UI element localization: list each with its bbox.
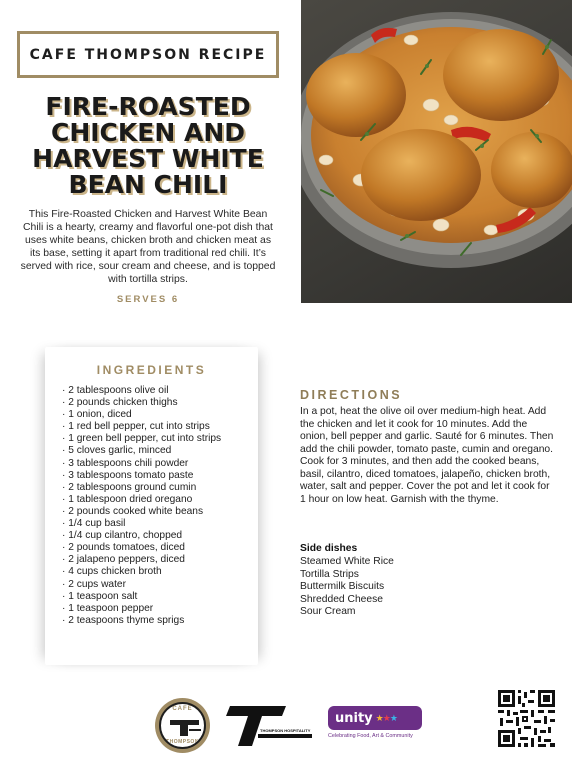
- unity-wordmark: unity: [335, 710, 373, 726]
- side-dish-item: Sour Cream: [300, 606, 356, 618]
- side-dishes-heading: Side dishes: [300, 543, 358, 554]
- ingredient-item: · 2 tablespoons ground cumin: [62, 482, 221, 494]
- recipe-header-box: [17, 31, 279, 78]
- side-dishes-list: [300, 556, 394, 619]
- ingredient-item: · 1/4 cup basil: [62, 518, 221, 530]
- ingredients-heading: INGREDIENTS: [96, 363, 207, 377]
- ingredient-item: · 1 red bell pepper, cut into strips: [62, 421, 221, 433]
- ingredient-item: · 3 tablespoons tomato paste: [62, 470, 221, 482]
- side-dish-item: Tortilla Strips: [300, 568, 359, 580]
- unity-tagline: Celebrating Food, Art & Community: [328, 733, 413, 739]
- ingredient-item: · 1 tablespoon dried oregano: [62, 494, 221, 506]
- serves-label: SERVES 6: [116, 294, 180, 305]
- thompson-hospitality-text: THOMPSON HOSPITALITY: [260, 728, 311, 733]
- ingredient-item: · 5 cloves garlic, minced: [62, 445, 221, 457]
- ingredients-card: [45, 347, 258, 665]
- chili-pan-illustration: [301, 0, 572, 303]
- ingredient-item: · 1/4 cup cilantro, chopped: [62, 530, 221, 542]
- ingredients-list: [62, 385, 221, 627]
- ingredient-item: · 1 green bell pepper, cut into strips: [62, 433, 221, 445]
- ingredient-item: · 2 pounds cooked white beans: [62, 506, 221, 518]
- thompson-hospitality-logo: [226, 704, 312, 748]
- recipe-header-label: CAFE THOMPSON RECIPE: [29, 46, 267, 63]
- directions-heading: DIRECTIONS: [300, 388, 403, 402]
- ingredient-item: · 4 cups chicken broth: [62, 566, 221, 578]
- unity-logo: [328, 706, 422, 746]
- ingredient-item: · 2 teaspoons thyme sprigs: [62, 615, 221, 627]
- ingredient-item: · 1 teaspoon pepper: [62, 603, 221, 615]
- ingredient-item: · 2 pounds chicken thighs: [62, 397, 221, 409]
- ingredient-item: · 1 teaspoon salt: [62, 591, 221, 603]
- side-dish-item: Steamed White Rice: [300, 556, 394, 567]
- cafe-logo-bottom-text: THOMPSON: [166, 739, 199, 745]
- recipe-title: FIRE-ROASTED CHICKEN AND HARVEST WHITE BEAN CHILI: [32, 92, 264, 199]
- qr-code-icon: [498, 690, 555, 747]
- cafe-logo-top-text: CAFE: [172, 706, 193, 712]
- recipe-intro: This Fire-Roasted Chicken and Harvest White Bean Chili is a hearty, creamy and flavorful one-pot dish that uses white beans, chicken broth and chicken meat as its base, setting it apart from traditional red chili. It’s served with rice, sour cream and cheese, and is topped with tortilla strips.: [20, 209, 276, 285]
- ingredient-item: · 2 tablespoons olive oil: [62, 385, 221, 397]
- chili-dish-photo: [301, 0, 572, 303]
- thompson-hospitality-t-icon: [226, 704, 312, 748]
- ingredient-item: · 2 pounds tomatoes, diced: [62, 542, 221, 554]
- unity-logo-badge: [328, 706, 422, 730]
- cafe-thompson-logo: [155, 698, 210, 753]
- side-dish-item: Buttermilk Biscuits: [300, 581, 385, 593]
- ingredient-item: · 2 cups water: [62, 579, 221, 591]
- ingredient-item: · 2 jalapeno peppers, diced: [62, 554, 221, 566]
- side-dish-item: Shredded Cheese: [300, 593, 384, 605]
- ingredient-item: · 3 tablespoons chili powder: [62, 458, 221, 470]
- ingredient-item: · 1 onion, diced: [62, 409, 221, 421]
- directions-text: In a pot, heat the olive oil over medium-high heat. Add the chicken and let it cook for 10 minutes. Add the onion, bell pepper and garlic. Sauté for 6 minutes. Then add the chili powder, tomato paste, cumin and oregano. Cook for 3 minutes, and then add the cooked beans, basil, cilantro, diced tomatoes, jalapeño, chicken broth, water, salt and pepper. Cover the pot and let it cook for 1 hour on low heat. Garnish with the thyme.: [300, 406, 554, 505]
- stars-icon: ★★★: [375, 712, 397, 723]
